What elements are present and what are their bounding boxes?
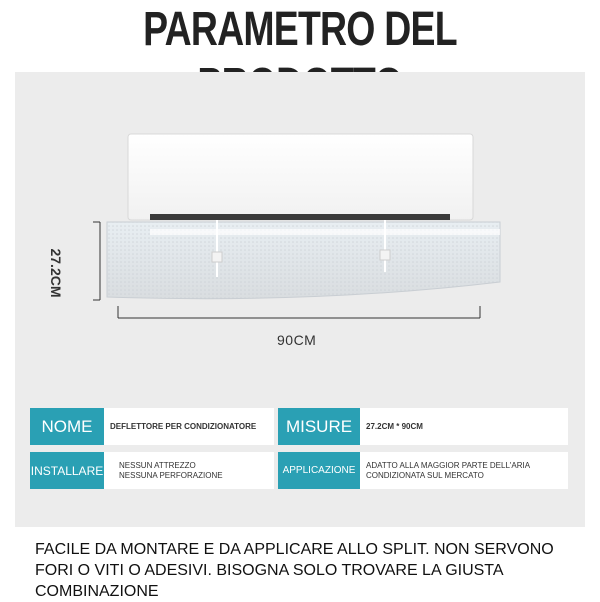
spec-label-misure: MISURE [278, 408, 360, 445]
page-title: PARAMETRO DEL [143, 3, 457, 56]
spec-value-misure: 27.2CM * 90CM [360, 408, 568, 445]
width-dimension-bracket [118, 306, 480, 318]
spec-label-applicazione: APPLICAZIONE [278, 452, 360, 489]
air-conditioner-unit [128, 134, 473, 220]
width-label: 90CM [277, 332, 317, 348]
air-deflector [107, 220, 500, 299]
spec-value-applicazione: ADATTO ALLA MAGGIOR PARTE DELL'ARIA CONDIZIONATA SUL MERCATO [360, 452, 568, 489]
product-caption: FACILE DA MONTARE E DA APPLICARE ALLO SPLIT. NON SERVONO FORI O VITI O ADESIVI. BISOGNA SOLO TROVARE LA GIUSTA COMBINAZIONE [35, 541, 554, 600]
spec-value-installare: NESSUN ATTREZZO NESSUNA PERFORAZIONE [104, 452, 274, 489]
spec-table [30, 408, 570, 490]
spec-label-nome: NOME [30, 408, 104, 445]
spec-label-installare: INSTALLARE [30, 452, 104, 489]
height-dimension-bracket [93, 222, 100, 300]
spec-value-nome: DEFLETTORE PER CONDIZIONATORE [104, 408, 274, 445]
height-label: 27.2CM [48, 248, 64, 298]
